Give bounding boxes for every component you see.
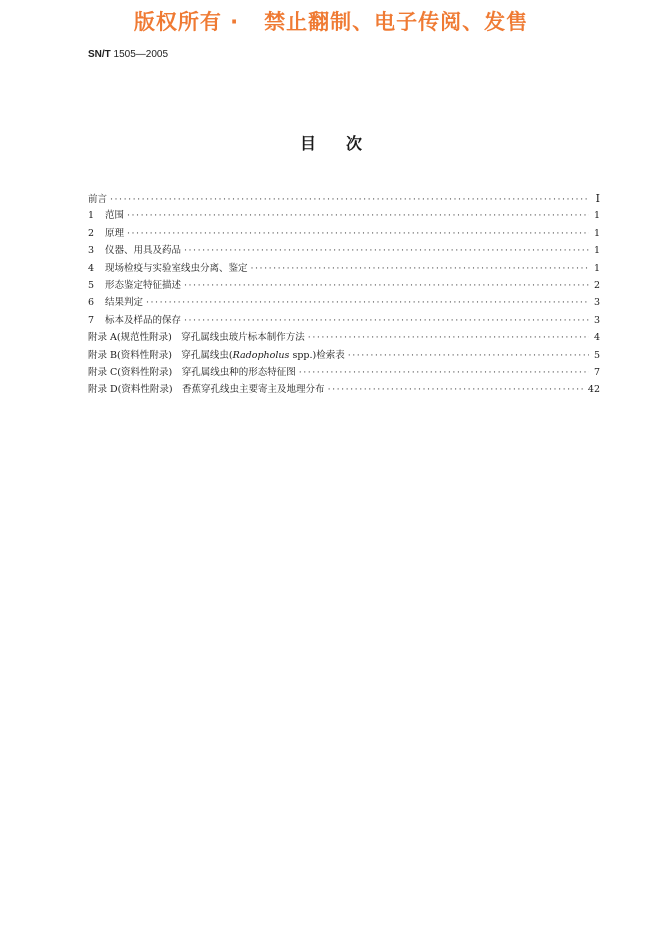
toc-label-suffix: spp.)检索表 <box>289 349 345 361</box>
toc-page-number: 1 <box>593 210 600 222</box>
toc-entry-label: 原理 <box>105 227 125 239</box>
toc-leader-dots <box>328 381 585 398</box>
toc-entry-annex-c[interactable] <box>88 364 600 381</box>
toc-leader-dots <box>127 207 589 224</box>
standard-number: 1505—2005 <box>110 49 169 60</box>
toc-entry-label: 形态鉴定特征描述 <box>105 279 182 291</box>
copyright-banner: 版权所有 · 禁止翻制、电子传阅、发售 <box>133 10 529 34</box>
toc-leader-dots <box>127 225 589 242</box>
toc-page-number: 1 <box>593 245 600 257</box>
toc-page-number: 1 <box>593 227 600 239</box>
toc-entry-annex-b[interactable] <box>88 347 600 364</box>
toc-page-number: 42 <box>587 384 600 396</box>
toc-entry-number: 5 <box>88 279 95 291</box>
toc-leader-dots <box>110 191 589 208</box>
toc-entry-preservation[interactable] <box>88 312 600 329</box>
toc-page-number: 1 <box>593 262 600 274</box>
toc-entry-label: 仪器、用具及药品 <box>105 245 182 257</box>
toc-entry-scope[interactable] <box>88 207 600 224</box>
toc-entry-label <box>88 347 345 364</box>
toc-leader-dots <box>299 364 589 381</box>
toc-leader-dots <box>348 347 589 364</box>
toc-label-prefix: 附录 B(资料性附录) 穿孔属线虫( <box>88 349 233 361</box>
toc-entry-inspection[interactable] <box>88 260 600 277</box>
toc-entry-label: 前言 <box>88 194 108 205</box>
toc-page-number: 3 <box>593 297 600 309</box>
toc-page-number: 7 <box>593 366 600 378</box>
toc-page-number: 4 <box>593 332 600 344</box>
toc-leader-dots <box>251 260 589 277</box>
toc-entry-number: 6 <box>88 297 95 309</box>
toc-leader-dots <box>308 329 589 346</box>
toc-entry-annex-a[interactable] <box>88 329 600 346</box>
toc-entry-label: 现场检疫与实验室线虫分离、鉴定 <box>105 262 248 274</box>
toc-entry-label: 范围 <box>105 210 125 222</box>
toc-entry-number: 1 <box>88 210 95 222</box>
toc-entry-instruments[interactable] <box>88 242 600 259</box>
toc-leader-dots <box>184 277 589 294</box>
standard-code <box>88 49 168 60</box>
toc-entry-number: 7 <box>88 314 95 326</box>
toc-entry-number: 4 <box>88 262 95 274</box>
standard-prefix: SN/T <box>88 49 111 60</box>
toc-entry-annex-d[interactable] <box>88 381 600 398</box>
toc-entry-number: 2 <box>88 227 95 239</box>
toc-entry-label: 附录 C(资料性附录) 穿孔属线虫种的形态特征图 <box>88 366 296 378</box>
toc-entry-label: 标本及样品的保存 <box>105 314 182 326</box>
toc-page-number: I <box>595 192 600 205</box>
toc-page-number: 2 <box>593 279 600 291</box>
toc-leader-dots <box>184 312 589 329</box>
toc-entry-judgement[interactable] <box>88 294 600 311</box>
toc-entry-foreword[interactable] <box>88 190 600 207</box>
toc-page-number: 5 <box>593 349 600 361</box>
toc-page-number: 3 <box>593 314 600 326</box>
toc-entry-label: 结果判定 <box>105 297 144 309</box>
toc-label-species: Radopholus <box>232 349 290 361</box>
toc-leader-dots <box>184 242 589 259</box>
toc-entry-principle[interactable] <box>88 225 600 242</box>
table-of-contents <box>88 190 600 399</box>
toc-entry-label: 附录 D(资料性附录) 香蕉穿孔线虫主要寄主及地理分布 <box>88 384 325 396</box>
toc-entry-morphology[interactable] <box>88 277 600 294</box>
toc-leader-dots <box>146 294 589 311</box>
page-title: 目次 <box>299 134 392 153</box>
toc-entry-number: 3 <box>88 245 95 257</box>
toc-entry-label: 附录 A(规范性附录) 穿孔属线虫玻片标本制作方法 <box>88 332 305 344</box>
